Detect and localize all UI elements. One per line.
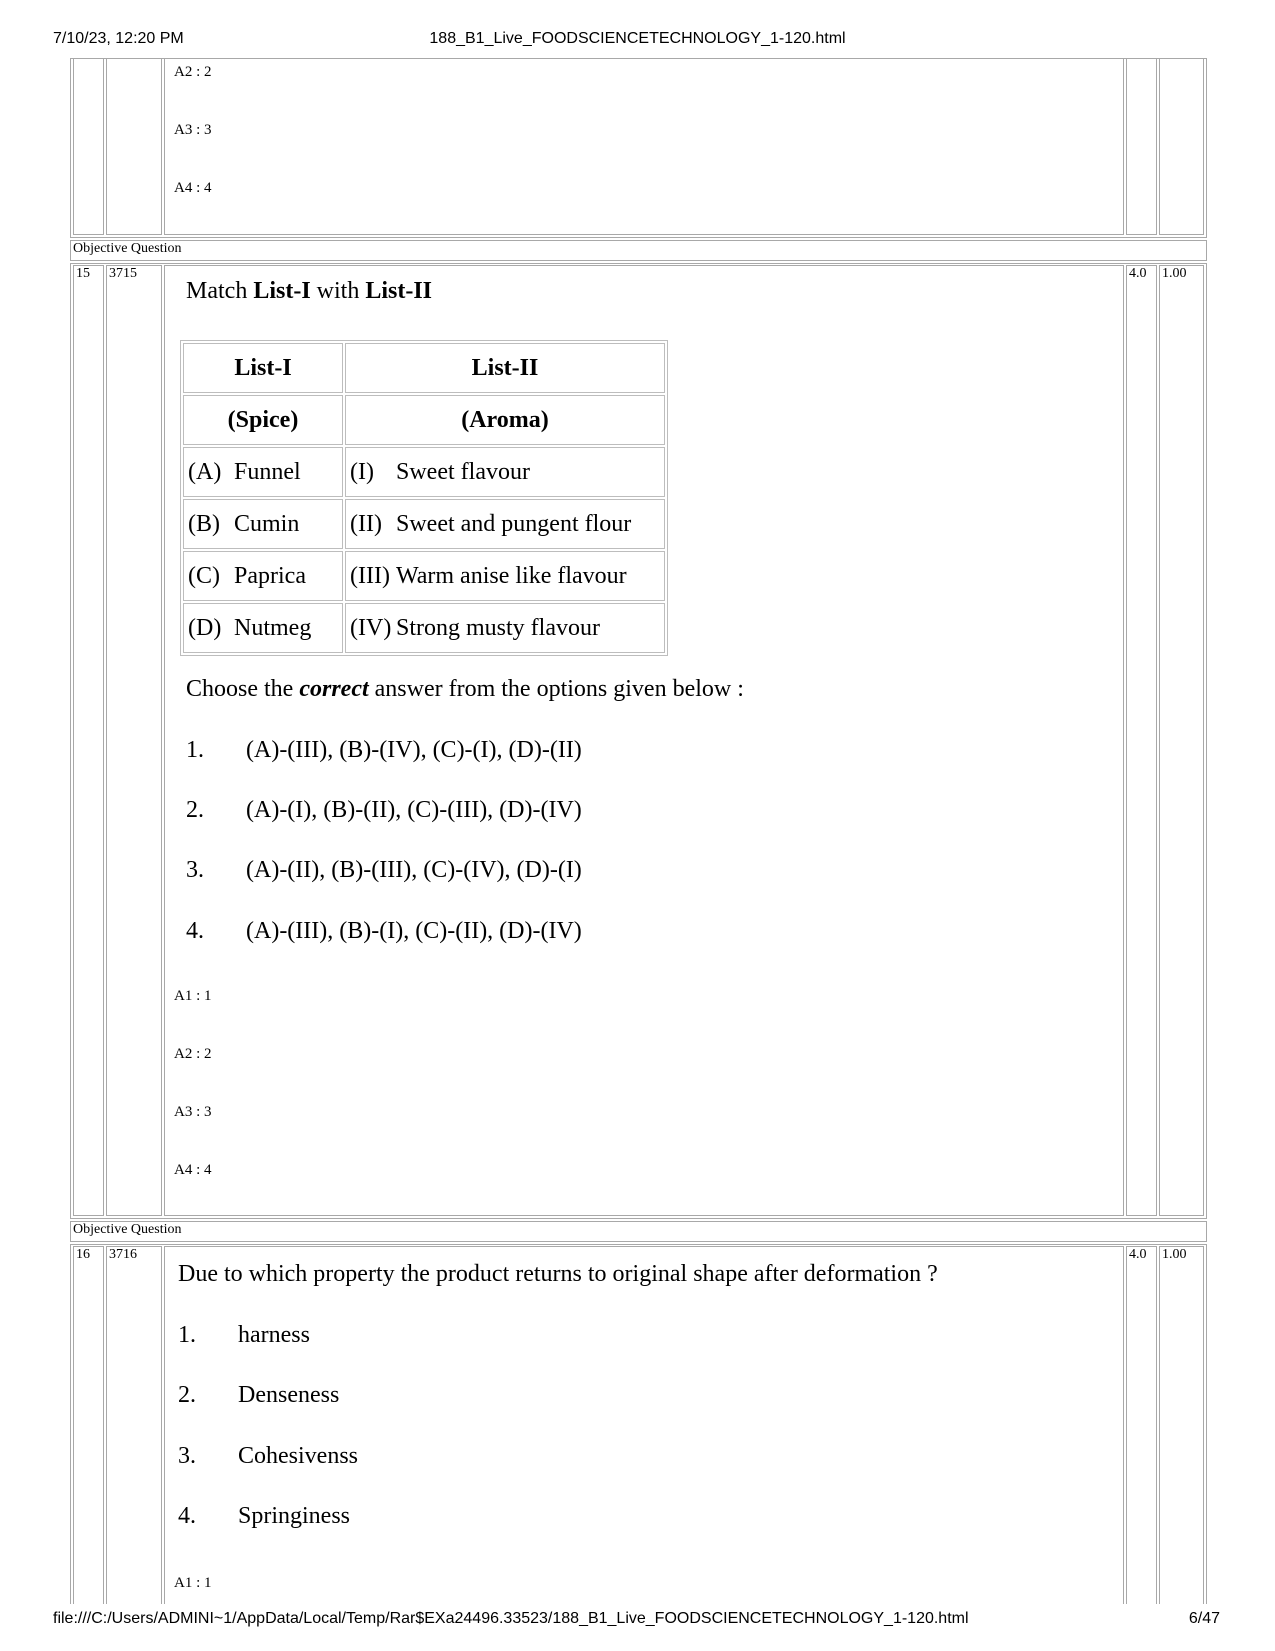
question-negative-cell <box>1159 1246 1204 1604</box>
question-content-cell <box>164 1246 1124 1604</box>
spice-name: Paprica <box>234 562 306 589</box>
question-negative-marks: 1.00 <box>1162 266 1187 281</box>
prev-col-negative <box>1159 58 1204 235</box>
row-key: (C) <box>188 562 220 589</box>
row-roman: (I) <box>350 458 374 485</box>
match-table-row <box>183 551 665 601</box>
question-prompt: Match List-I with List-II <box>186 278 433 304</box>
question-number: 15 <box>76 266 90 281</box>
match-table <box>180 340 668 656</box>
question-id-cell <box>106 1246 162 1604</box>
question-id-cell <box>106 265 162 1216</box>
answer-option: 4. Springiness <box>178 1503 351 1529</box>
question-id: 3716 <box>109 1247 137 1262</box>
print-title: 188_B1_Live_FOODSCIENCETECHNOLOGY_1-120.html <box>429 30 846 47</box>
question-marks-cell <box>1126 1246 1157 1604</box>
prev-col-content <box>164 58 1124 235</box>
section-label: Objective Question <box>73 241 182 256</box>
match-table-row <box>183 603 665 653</box>
aroma-text: Sweet flavour <box>396 458 530 485</box>
answer-option: 2. (A)-(I), (B)-(II), (C)-(III), (D)-(IV) <box>186 797 582 823</box>
spice-name: Cumin <box>234 510 300 537</box>
answer-label: A2 : 2 <box>174 1046 212 1062</box>
match-table-head-list1: List-I <box>183 343 343 393</box>
aroma-text: Strong musty flavour <box>396 614 600 641</box>
section-label: Objective Question <box>73 1222 182 1237</box>
answer-option: 4. (A)-(III), (B)-(I), (C)-(II), (D)-(IV) <box>186 918 582 944</box>
match-table-head-list2: List-II <box>345 343 665 393</box>
answer-option: 3. (A)-(II), (B)-(III), (C)-(IV), (D)-(I) <box>186 857 582 883</box>
row-roman: (IV) <box>350 614 392 641</box>
question-id: 3715 <box>109 266 137 281</box>
match-table-row <box>183 447 665 497</box>
question-negative-cell <box>1159 265 1204 1216</box>
row-roman: (III) <box>350 562 390 589</box>
prev-col-marks <box>1126 58 1157 235</box>
section-header-row <box>70 240 1207 261</box>
prev-answer-label: A2 : 2 <box>174 64 212 80</box>
match-table-sub-list2: (Aroma) <box>345 395 665 445</box>
answer-label: A1 : 1 <box>174 1575 212 1591</box>
question-marks: 4.0 <box>1129 266 1147 281</box>
prev-col-id <box>106 58 162 235</box>
answer-option: 1. harness <box>178 1322 310 1348</box>
question-number-cell <box>73 265 104 1216</box>
print-datetime: 7/10/23, 12:20 PM <box>53 30 184 47</box>
answer-option: 2. Denseness <box>178 1382 340 1408</box>
prev-col-number <box>73 58 104 235</box>
row-roman: (II) <box>350 510 382 537</box>
spice-name: Funnel <box>234 458 301 485</box>
match-table-row <box>183 499 665 549</box>
print-file-path: file:///C:/Users/ADMINI~1/AppData/Local/Temp/Rar$EXa24496.33523/188_B1_Live_FOODSCIENCETECHNOLOGY_1-120.html <box>53 1610 969 1627</box>
question-number-cell <box>73 1246 104 1604</box>
row-key: (A) <box>188 458 222 485</box>
answer-label: A4 : 4 <box>174 1162 212 1178</box>
prev-answer-label: A4 : 4 <box>174 180 212 196</box>
question-number: 16 <box>76 1247 90 1262</box>
match-table-sub-list1: (Spice) <box>183 395 343 445</box>
question-marks: 4.0 <box>1129 1247 1147 1262</box>
prev-answer-label: A3 : 3 <box>174 122 212 138</box>
aroma-text: Warm anise like flavour <box>396 562 627 589</box>
section-header-row <box>70 1221 1207 1242</box>
row-key: (B) <box>188 510 220 537</box>
row-key: (D) <box>188 614 222 641</box>
question-marks-cell <box>1126 265 1157 1216</box>
spice-name: Nutmeg <box>234 614 312 641</box>
answer-option: 1. (A)-(III), (B)-(IV), (C)-(I), (D)-(II) <box>186 737 582 763</box>
answer-label: A3 : 3 <box>174 1104 212 1120</box>
question-negative-marks: 1.00 <box>1162 1247 1187 1262</box>
choose-instruction: Choose the correct answer from the options given below : <box>186 676 744 702</box>
aroma-text: Sweet and pungent flour <box>396 510 632 537</box>
answer-option: 3. Cohesivenss <box>178 1443 358 1469</box>
answer-label: A1 : 1 <box>174 988 212 1004</box>
question-prompt: Due to which property the product returns to original shape after deformation ? <box>178 1261 938 1287</box>
print-page-number: 6/47 <box>1188 1610 1220 1627</box>
